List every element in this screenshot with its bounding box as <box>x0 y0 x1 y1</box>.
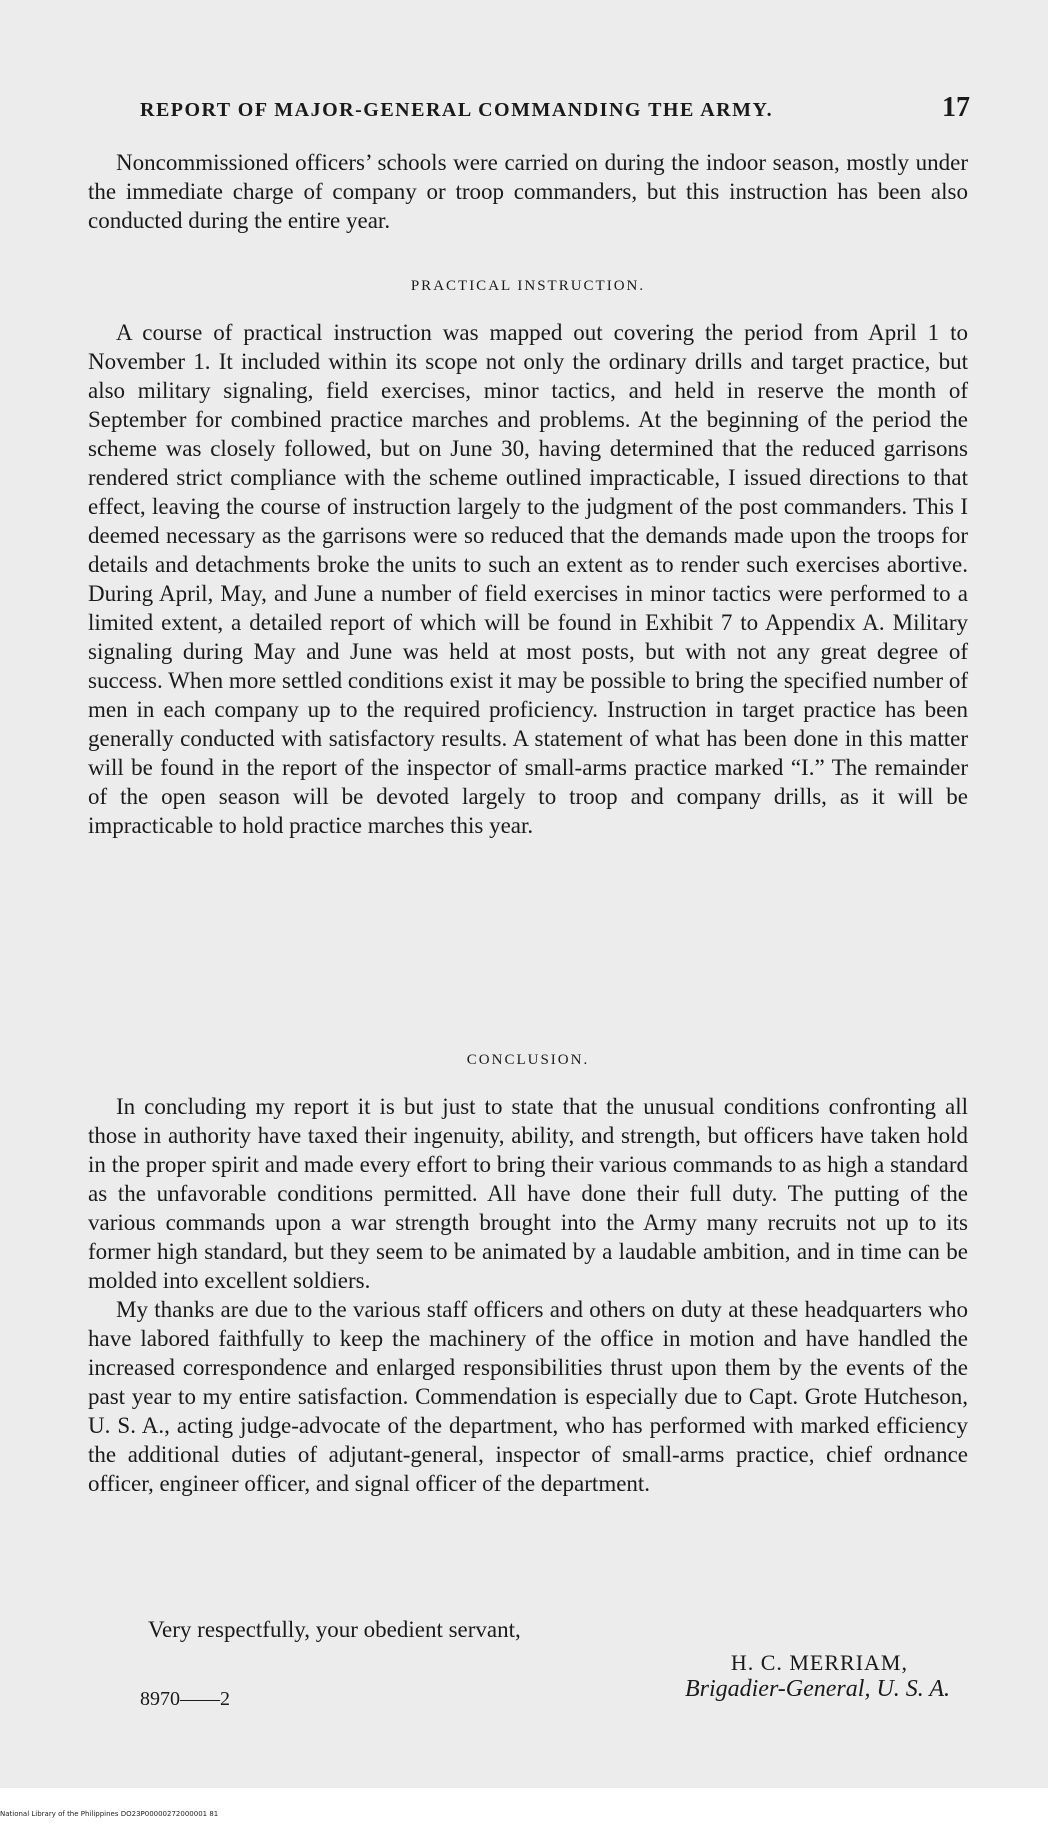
scan-margin <box>0 1788 1048 1825</box>
section-heading: PRACTICAL INSTRUCTION. <box>410 278 646 294</box>
signature-mark: 8970——2 <box>140 1688 230 1710</box>
conclusion-paragraph-2: My thanks are due to the various staff officers and others on duty at these headquarters who have labored faithfully to keep the machinery of the office in motion and have handled the increased correspondence and enlarged responsibilities thrust upon them by the events of the past year to my entire satisfaction. Commendation is especially due to Capt. Grote Hutcheson, U. S. A., acting judge-advocate of the department, who has performed with marked efficiency the additional duties of adjutant-general, inspector of small-arms practice, chief ordnance officer, engineer officer, and signal officer of the department. <box>88 1297 968 1496</box>
closing-line: Very respectfully, your obedient servant, <box>148 1617 521 1642</box>
section-conclusion <box>88 1052 968 1069</box>
conclusion-paragraph-1: In concluding my report it is but just to state that the unusual conditions confronting all those in authority have taxed their ingenuity, ability, and strength, but officers have taken hold in the proper spirit and made every effort to bring their various commands to as high a standard as the unfavorable conditions permitted. All have done their full duty. The putting of the various commands upon a war strength brought into the Army many recruits not up to its former high standard, but they seem to be animated by a laudable ambition, and in time can be molded into excellent soldiers. <box>88 1094 968 1293</box>
running-header <box>140 92 970 124</box>
intro-block <box>88 148 968 235</box>
section-practical-instruction <box>88 278 968 295</box>
page-number: 17 <box>942 92 970 123</box>
library-imprint: National Library of the Philippines DO23P00000272000001 81 <box>0 1810 219 1818</box>
section1-body <box>88 318 968 840</box>
signature-rank: Brigadier-General, U. S. A. <box>684 1676 950 1702</box>
intro-paragraph: Noncommissioned officers’ schools were carried on during the indoor season, mostly under the immediate charge of company or troop commanders, but this instruction has been also conducted during the entire year. <box>88 150 968 233</box>
section2-body <box>88 1092 968 1498</box>
practical-instruction-paragraph: A course of practical instruction was mapped out covering the period from April 1 to November 1. It included within its scope not only the ordinary drills and target practice, but also military signaling, field exercises, minor tactics, and held in reserve the month of September for combined practice marches and problems. At the beginning of the period the scheme was closely followed, but on June 30, having determined that the reduced garrisons rendered strict compliance with the scheme outlined impracticable, I issued directions to that effect, leaving the course of instruction largely to the judgment of the post commanders. This I deemed necessary as the garrisons were so reduced that the demands made upon the troops for details and detachments broke the units to such an extent as to render such exercises abortive. During April, May, and June a number of field exercises in minor tactics were performed to a limited extent, a detailed report of which will be found in Exhibit 7 to Appendix A. Military signaling during May and June was held at most posts, but with not any great degree of success. When more settled conditions exist it may be possible to bring the specified number of men in each company up to the required proficiency. Instruction in target practice has been generally conducted with satisfactory results. A statement of what has been done in this matter will be found in the report of the inspector of small-arms practice marked “I.” The remainder of the open season will be devoted largely to troop and company drills, as it will be impracticable to hold practice marches this year. <box>88 320 968 838</box>
closing-block <box>88 1617 968 1643</box>
section-heading: CONCLUSION. <box>466 1052 590 1068</box>
signature-name: H. C. MERRIAM, <box>730 1650 908 1675</box>
header-title: REPORT OF MAJOR-GENERAL COMMANDING THE ARMY. <box>140 99 774 121</box>
